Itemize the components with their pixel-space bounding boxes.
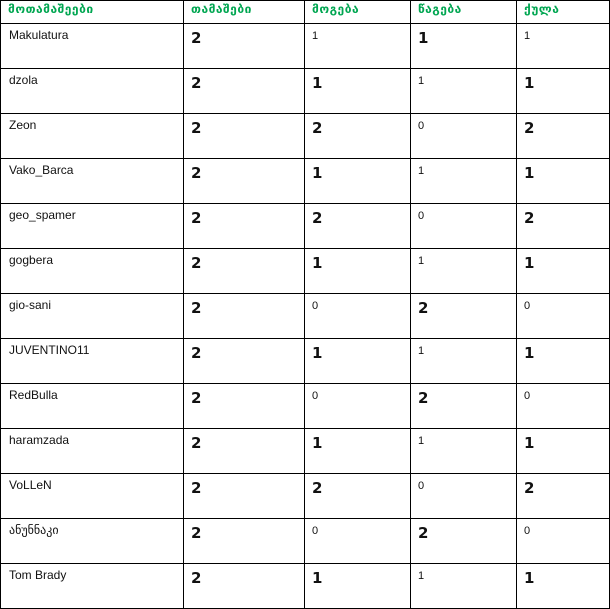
player-cell: [1, 204, 184, 249]
points-cell: [517, 294, 610, 339]
games-cell: [184, 24, 305, 69]
points-cell: [517, 519, 610, 564]
points-value: 0: [524, 300, 531, 312]
losses-value: 1: [418, 75, 425, 87]
header-losses: [411, 1, 517, 24]
wins-value: 2: [312, 479, 323, 497]
points-value: 1: [524, 164, 535, 182]
wins-value: 0: [312, 390, 319, 402]
points-value: 1: [524, 254, 535, 272]
wins-cell: [305, 429, 411, 474]
games-cell: [184, 474, 305, 519]
wins-cell: [305, 474, 411, 519]
games-value: 2: [191, 164, 202, 182]
losses-cell: [411, 24, 517, 69]
games-cell: [184, 564, 305, 609]
games-value: 2: [191, 434, 202, 452]
points-value: 1: [524, 434, 535, 452]
points-value: 1: [524, 74, 535, 92]
table-row: [1, 474, 610, 519]
table-row: [1, 159, 610, 204]
losses-cell: [411, 204, 517, 249]
points-cell: [517, 564, 610, 609]
player-cell: [1, 564, 184, 609]
games-cell: [184, 249, 305, 294]
table-row: [1, 24, 610, 69]
player-name: RedBulla: [9, 388, 58, 402]
losses-cell: [411, 114, 517, 159]
table-row: [1, 114, 610, 159]
losses-cell: [411, 474, 517, 519]
header-players-label: მოთამაშეები: [8, 2, 94, 16]
wins-cell: [305, 69, 411, 114]
games-value: 2: [191, 209, 202, 227]
wins-value: 1: [312, 344, 323, 362]
wins-value: 0: [312, 525, 319, 537]
points-value: 1: [524, 30, 531, 42]
losses-value: 2: [418, 299, 429, 317]
player-cell: [1, 294, 184, 339]
wins-cell: [305, 159, 411, 204]
player-cell: [1, 519, 184, 564]
points-value: 0: [524, 390, 531, 402]
games-value: 2: [191, 569, 202, 587]
player-cell: [1, 69, 184, 114]
losses-value: 1: [418, 29, 429, 47]
losses-cell: [411, 564, 517, 609]
player-cell: [1, 474, 184, 519]
games-value: 2: [191, 119, 202, 137]
points-cell: [517, 384, 610, 429]
table-row: [1, 564, 610, 609]
player-name: VoLLeN: [9, 478, 52, 492]
points-cell: [517, 69, 610, 114]
games-value: 2: [191, 74, 202, 92]
wins-cell: [305, 564, 411, 609]
losses-value: 1: [418, 435, 425, 447]
header-points: [517, 1, 610, 24]
games-cell: [184, 204, 305, 249]
player-name: Vako_Barca: [9, 163, 74, 177]
header-wins: [305, 1, 411, 24]
losses-cell: [411, 294, 517, 339]
player-name: gogbera: [9, 253, 54, 267]
points-value: 2: [524, 119, 535, 137]
table-row: [1, 204, 610, 249]
points-cell: [517, 204, 610, 249]
games-value: 2: [191, 479, 202, 497]
losses-value: 2: [418, 389, 429, 407]
games-cell: [184, 339, 305, 384]
losses-cell: [411, 249, 517, 294]
player-name: Zeon: [9, 118, 37, 132]
points-value: 0: [524, 525, 531, 537]
wins-value: 2: [312, 119, 323, 137]
header-wins-label: მოგება: [312, 2, 360, 16]
losses-value: 2: [418, 524, 429, 542]
player-cell: [1, 114, 184, 159]
points-cell: [517, 429, 610, 474]
losses-value: 1: [418, 570, 425, 582]
wins-cell: [305, 294, 411, 339]
wins-value: 1: [312, 569, 323, 587]
games-value: 2: [191, 29, 202, 47]
losses-value: 0: [418, 210, 425, 222]
losses-cell: [411, 429, 517, 474]
games-value: 2: [191, 389, 202, 407]
player-name: gio-sani: [9, 298, 52, 312]
player-cell: [1, 429, 184, 474]
losses-cell: [411, 519, 517, 564]
games-cell: [184, 429, 305, 474]
games-cell: [184, 519, 305, 564]
player-name: haramzada: [9, 433, 70, 447]
table-row: [1, 429, 610, 474]
points-cell: [517, 474, 610, 519]
losses-value: 0: [418, 120, 425, 132]
points-cell: [517, 24, 610, 69]
losses-cell: [411, 69, 517, 114]
table-row: [1, 384, 610, 429]
header-row: [1, 1, 610, 24]
player-name: dzola: [9, 73, 38, 87]
wins-value: 1: [312, 30, 319, 42]
points-value: 2: [524, 479, 535, 497]
points-value: 2: [524, 209, 535, 227]
wins-value: 1: [312, 254, 323, 272]
games-value: 2: [191, 299, 202, 317]
wins-cell: [305, 249, 411, 294]
table-row: [1, 519, 610, 564]
wins-cell: [305, 519, 411, 564]
wins-cell: [305, 384, 411, 429]
player-cell: [1, 339, 184, 384]
points-cell: [517, 249, 610, 294]
player-cell: [1, 159, 184, 204]
wins-value: 1: [312, 434, 323, 452]
header-players: [1, 1, 184, 24]
table-row: [1, 339, 610, 384]
games-cell: [184, 69, 305, 114]
player-name: JUVENTINO11: [9, 343, 90, 357]
wins-value: 0: [312, 300, 319, 312]
player-cell: [1, 249, 184, 294]
games-cell: [184, 384, 305, 429]
header-losses-label: წაგება: [418, 2, 462, 16]
wins-value: 1: [312, 74, 323, 92]
losses-value: 1: [418, 165, 425, 177]
player-name: Makulatura: [9, 28, 69, 42]
losses-cell: [411, 159, 517, 204]
table-row: [1, 69, 610, 114]
points-cell: [517, 339, 610, 384]
wins-value: 1: [312, 164, 323, 182]
player-name: ანუნნაკი: [9, 523, 59, 537]
wins-cell: [305, 24, 411, 69]
games-cell: [184, 159, 305, 204]
points-cell: [517, 159, 610, 204]
wins-cell: [305, 339, 411, 384]
points-cell: [517, 114, 610, 159]
losses-value: 1: [418, 345, 425, 357]
losses-value: 1: [418, 255, 425, 267]
wins-cell: [305, 114, 411, 159]
games-cell: [184, 294, 305, 339]
games-value: 2: [191, 524, 202, 542]
table-row: [1, 294, 610, 339]
player-cell: [1, 384, 184, 429]
games-value: 2: [191, 344, 202, 362]
player-name: Tom Brady: [9, 568, 67, 582]
losses-cell: [411, 339, 517, 384]
wins-value: 2: [312, 209, 323, 227]
header-games-label: თამაშები: [191, 2, 252, 16]
player-name: geo_spamer: [9, 208, 76, 222]
losses-cell: [411, 384, 517, 429]
points-value: 1: [524, 569, 535, 587]
table-row: [1, 249, 610, 294]
games-cell: [184, 114, 305, 159]
points-value: 1: [524, 344, 535, 362]
player-cell: [1, 24, 184, 69]
losses-value: 0: [418, 480, 425, 492]
header-games: [184, 1, 305, 24]
wins-cell: [305, 204, 411, 249]
header-points-label: ქულა: [524, 2, 560, 16]
games-value: 2: [191, 254, 202, 272]
